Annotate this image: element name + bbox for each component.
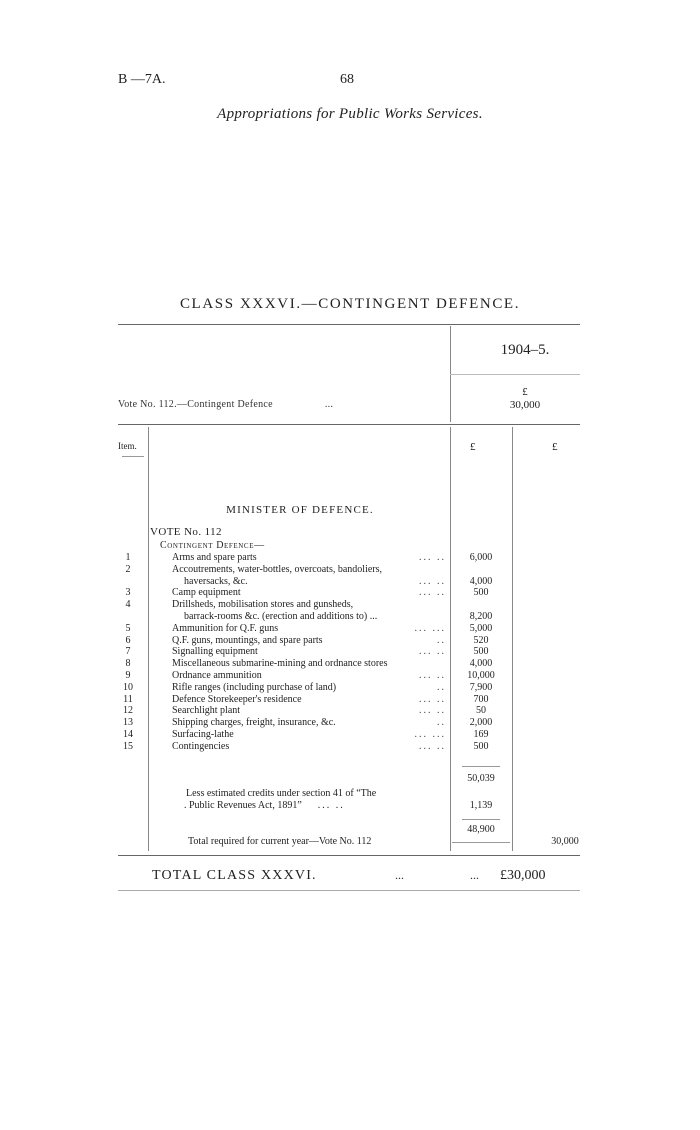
item-amount: 169 [473,728,489,740]
page-bottom-rule [118,890,580,891]
item-amount: 6,000 [469,552,493,563]
item-description: Accoutrements, water-bottles, overcoats, bandoliers, [172,563,383,575]
item-leader-dots: ... ... [414,728,446,740]
item-leader-dots: ... .. [419,587,446,599]
item-row [118,646,460,658]
year-underline [450,374,580,375]
total-column-unit: £ [552,441,558,453]
carry-across-rule [452,842,510,843]
item-row [118,611,460,623]
page-number: 68 [340,72,354,87]
item-number: 4 [125,599,131,611]
item-description: Camp equipment [172,587,241,599]
item-description: Searchlight plant [172,705,241,717]
item-leader-dots: ... .. [419,669,446,681]
item-number: 3 [125,587,131,599]
item-amount: 500 [473,646,489,658]
class-total-dots-1: ... [395,868,404,882]
class-total-label: TOTAL CLASS XXXVI. [152,868,317,883]
vote-summary-line [118,399,333,410]
item-row [118,623,460,635]
item-amount: 5,000 [469,622,493,634]
less-credits-dots: ... .. [317,800,345,811]
item-amount: 4,000 [469,575,493,587]
item-amount: 520 [473,634,489,646]
item-leader-dots: .. [437,681,446,693]
item-description: Contingencies [172,740,230,752]
page-subtitle: Appropriations for Public Works Services. [217,106,483,122]
item-description: Q.F. guns, mountings, and spare parts [172,634,323,646]
item-amount: 50 [476,705,486,717]
document-reference: B —7A. [118,72,166,87]
item-row [118,599,460,611]
item-amount: 500 [473,587,489,599]
item-number: 6 [125,634,131,646]
item-row [118,635,460,647]
table-bottom-rule [118,855,580,856]
item-description: Arms and spare parts [172,552,257,563]
class-title: CLASS XXXVI.—CONTINGENT DEFENCE. [179,296,521,312]
item-row [118,670,460,682]
items-list [118,552,460,753]
total-column-divider [512,427,513,851]
less-credits-line-2: . Public Revenues Act, 1891” ... .. [184,800,345,811]
item-amount [456,599,506,611]
item-amount: 500 [473,740,489,752]
item-row [118,694,460,706]
net-amount: 48,900 [467,824,495,835]
item-description: haversacks, &c. [184,575,248,587]
item-leader-dots: ... .. [419,575,446,587]
item-leader-dots: ... .. [419,646,446,658]
vote-summary-amount: 30,000 [509,399,541,411]
amount-column-unit: £ [470,441,476,453]
item-row [118,576,460,588]
item-description: Signalling equipment [172,646,258,658]
net-rule [462,819,500,820]
item-description: Rifle ranges (including purchase of land) [172,681,337,693]
item-row [118,729,460,741]
item-row [118,658,460,670]
vote-summary-dots: ... [324,399,334,410]
subtotal-rule [462,766,500,767]
less-credits-line-1: Less estimated credits under section 41 of “The [186,788,377,799]
vote-number-heading: VOTE No. 112 [150,526,222,538]
item-amount [456,564,506,576]
item-number: 13 [123,717,133,729]
item-row [118,717,460,729]
table-top-rule [118,424,580,425]
year-heading: 1904–5. [500,342,550,358]
item-leader-dots: ... .. [419,552,446,563]
item-header-rule [122,456,144,457]
item-leader-dots: ... .. [419,693,446,705]
vote-summary-label: Vote No. 112.—Contingent Defence [118,399,273,410]
item-number: 11 [123,693,133,705]
item-number: 7 [125,646,131,658]
subtotal-amount: 50,039 [467,773,495,784]
item-number: 1 [125,552,131,563]
item-leader-dots: ... .. [419,740,446,752]
item-amount: 10,000 [467,669,495,681]
item-amount: 700 [473,693,489,705]
item-description: Ordnance ammunition [172,669,262,681]
summary-currency-symbol: £ [522,386,528,398]
item-leader-dots: ... .. [419,705,446,717]
minister-heading: MINISTER OF DEFENCE. [226,504,374,516]
item-amount: 4,000 [469,658,493,670]
item-description: Shipping charges, freight, insurance, &c. [172,717,336,729]
item-number: 14 [123,728,133,740]
item-row [118,705,460,717]
item-row [118,564,460,576]
item-leader-dots: ... ... [414,622,446,634]
contingent-defence-subheading: Contingent Defence— [160,540,265,551]
item-description: Miscellaneous submarine-mining and ordnance stores [172,658,388,670]
item-amount: 8,200 [469,610,493,622]
item-number: 15 [123,740,133,752]
item-row [118,682,460,694]
item-description: Defence Storekeeper's residence [172,693,302,705]
item-row [118,741,460,753]
item-description: barrack-rooms &c. (erection and additions to) ... [184,610,378,622]
item-row [118,552,460,564]
class-total-amount: £30,000 [500,868,546,883]
total-required-label: Total required for current year—Vote No. 112 [188,836,372,847]
less-credits-amount: 1,139 [469,800,493,811]
item-description: Drillsheds, mobilisation stores and gunsheds, [172,599,354,611]
class-total-dots-2: ... [470,868,479,882]
item-amount: 2,000 [469,717,493,729]
top-rule [118,324,580,325]
item-number: 8 [125,658,131,670]
item-column-header: Item. [118,441,137,451]
item-number: 10 [123,681,133,693]
item-number: 2 [125,563,131,575]
item-description: Surfacing-lathe [172,728,234,740]
item-number: 12 [123,705,133,717]
item-leader-dots: .. [437,634,446,646]
item-amount: 7,900 [469,681,493,693]
item-leader-dots: .. [437,717,446,729]
item-number: 9 [125,669,131,681]
item-number: 5 [125,622,131,634]
total-required-amount: 30,000 [551,836,579,847]
item-description: Ammunition for Q.F. guns [172,622,279,634]
item-row [118,587,460,599]
items-amount-column [456,552,506,753]
